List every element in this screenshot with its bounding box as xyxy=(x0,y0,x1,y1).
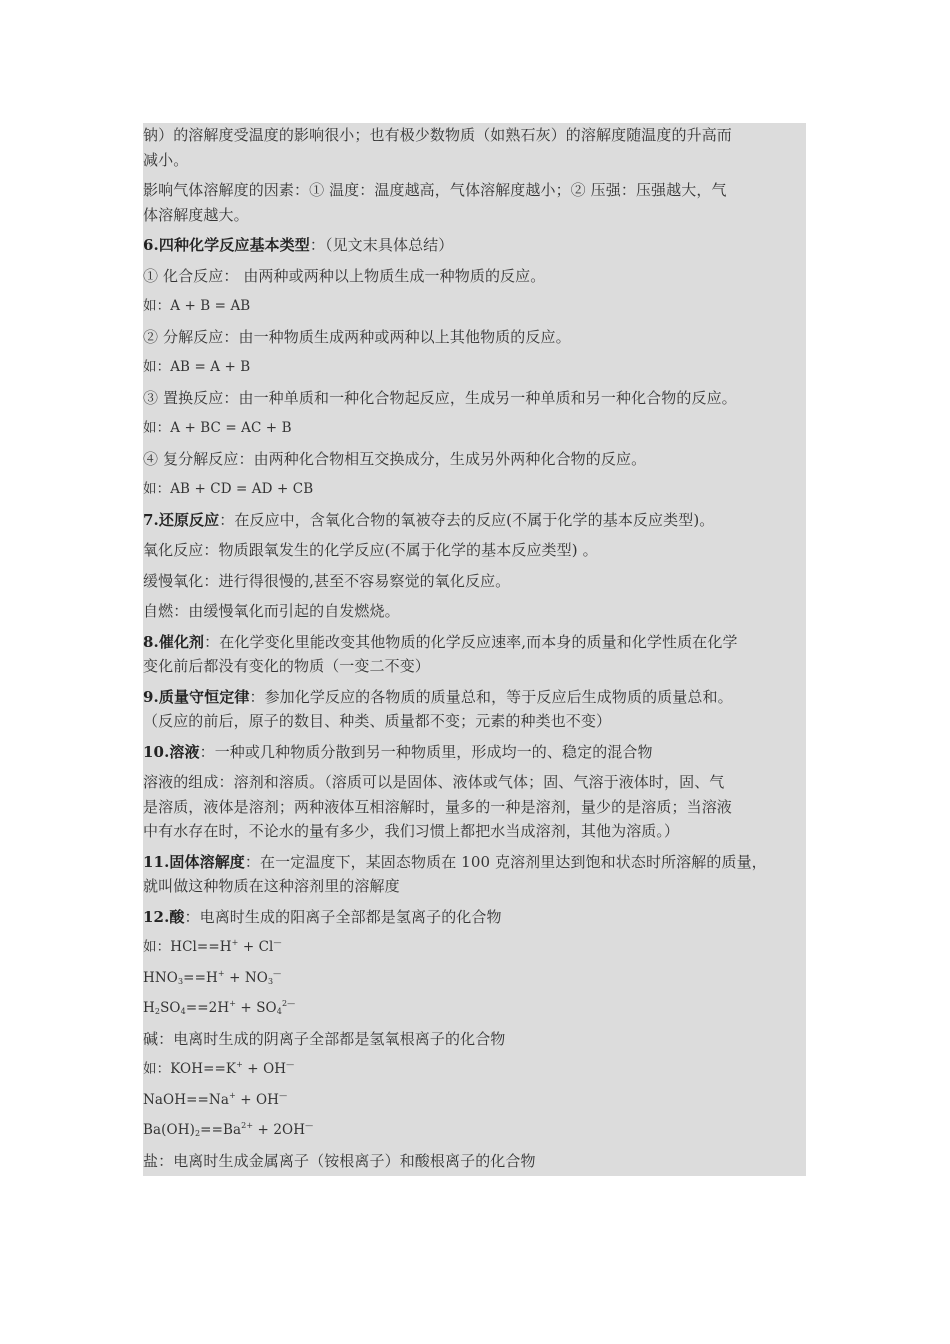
section-11-title: 11.固体溶解度 xyxy=(143,852,245,871)
text-block xyxy=(143,123,806,1176)
decomposition-example: 如：AB = A + B xyxy=(143,359,251,375)
section-11-heading xyxy=(143,850,806,875)
paragraph-gas-solubility xyxy=(143,178,806,227)
section-12-heading xyxy=(143,905,806,930)
section-7-text: ：在反应中，含氧化合物的氧被夺去的反应(不属于化学的基本反应类型)。 xyxy=(219,510,715,529)
acid-example-hcl: 如：HCl==H+ + Cl— xyxy=(143,938,282,955)
acid-example-h2so4: $H_2SO_4==2H^+ + SO_4^{2—}$ xyxy=(143,999,296,1016)
slow-oxidation-definition: 缓慢氧化：进行得很慢的,甚至不容易察觉的氧化反应。 xyxy=(143,571,511,590)
base-example-baoh2: $Ba(OH)_2==Ba^{2+} + 2OH^—$ xyxy=(143,1121,314,1138)
section-9-heading xyxy=(143,685,806,710)
paragraph-solubility-temperature xyxy=(143,123,806,172)
section-8-text: ：在化学变化里能改变其他物质的化学反应速率,而本身的质量和化学性质在化学 xyxy=(204,632,738,651)
oxidation-definition: 氧化反应：物质跟氧发生的化学反应(不属于化学的基本反应类型) 。 xyxy=(143,541,598,559)
combination-example: 如：A + B = AB xyxy=(143,298,251,314)
displacement-reaction: ③ 置换反应：由一种单质和一种化合物起反应，生成另一种单质和另一种化合物的反应。 xyxy=(143,388,737,407)
section-12-text: ：电离时生成的阳离子全部都是氢离子的化合物 xyxy=(184,907,502,926)
text-line: 影响气体溶解度的因素：① 温度：温度越高，气体溶解度越小；② 压强：压强越大，气 xyxy=(143,181,727,199)
section-10-text: ：一种或几种物质分散到另一种物质里，形成均一的、稳定的混合物 xyxy=(199,742,653,761)
text-line: 减小。 xyxy=(143,150,189,169)
base-example-naoh: NaOH==Na+ + OH— xyxy=(143,1090,288,1108)
section-8-title: 8.催化剂 xyxy=(143,632,205,651)
base-example-koh: 如：KOH==K+ + OH— xyxy=(143,1060,295,1077)
text-line: 中有水存在时，不论水的量有多少，我们习惯上都把水当成溶剂，其他为溶质。） xyxy=(143,822,680,840)
decomposition-reaction: ② 分解反应：由一种物质生成两种或两种以上其他物质的反应。 xyxy=(143,327,571,346)
section-11-text: ：在一定温度下，某固态物质在 100 克溶剂里达到饱和状态时所溶解的质量， xyxy=(244,852,767,871)
salt-definition: 盐：电离时生成金属离子（铵根离子）和酸根离子的化合物 xyxy=(143,1151,536,1170)
section-10-heading xyxy=(143,740,806,765)
section-6-title: 6.四种化学反应基本类型 xyxy=(143,236,310,254)
combination-reaction: ① 化合反应： 由两种或两种以上物质生成一种物质的反应。 xyxy=(143,266,546,285)
text-line: 体溶解度越大。 xyxy=(143,205,249,224)
section-8 xyxy=(143,630,806,679)
acid-example-hno3: $HNO_3==H^+ + NO_3^—$ xyxy=(143,968,282,986)
section-12-title: 12.酸 xyxy=(143,907,185,926)
section-9 xyxy=(143,685,806,734)
text-line: 钠）的溶解度受温度的影响很小；也有极少数物质（如熟石灰）的溶解度随温度的升高而 xyxy=(143,126,732,144)
section-6-text: ：（见文末具体总结） xyxy=(309,236,454,254)
section-10-title: 10.溶液 xyxy=(143,742,200,761)
displacement-example: 如：A + BC = AC + B xyxy=(143,420,292,436)
section-7-title: 7.还原反应 xyxy=(143,510,220,529)
text-line: 溶液的组成：溶剂和溶质。（溶质可以是固体、液体或气体；固、气溶于液体时，固、气 xyxy=(143,773,725,791)
section-9-title: 9.质量守恒定律 xyxy=(143,687,250,706)
section-11 xyxy=(143,850,806,899)
text-line: 就叫做这种物质在这种溶剂里的溶解度 xyxy=(143,877,400,895)
base-definition: 碱：电离时生成的阴离子全部都是氢氧根离子的化合物 xyxy=(143,1029,506,1048)
solution-composition xyxy=(143,770,806,844)
double-displacement-example: 如：AB + CD = AD + CB xyxy=(143,481,314,497)
section-6-heading xyxy=(143,233,806,258)
spontaneous-combustion-definition: 自燃：由缓慢氧化而引起的自发燃烧。 xyxy=(143,602,400,620)
text-line: 变化前后都没有变化的物质（一变二不变） xyxy=(143,657,430,675)
section-9-text: ：参加化学反应的各物质的质量总和，等于反应后生成物质的质量总和。 xyxy=(249,687,733,706)
text-line: （反应的前后，原子的数目、种类、质量都不变；元素的种类也不变） xyxy=(143,712,612,730)
double-displacement-reaction: ④ 复分解反应：由两种化合物相互交换成分，生成另外两种化合物的反应。 xyxy=(143,449,647,468)
section-8-heading xyxy=(143,630,806,655)
section-7-heading xyxy=(143,508,806,533)
text-line: 是溶质，液体是溶剂；两种液体互相溶解时，量多的一种是溶剂，量少的是溶质；当溶液 xyxy=(143,797,732,816)
